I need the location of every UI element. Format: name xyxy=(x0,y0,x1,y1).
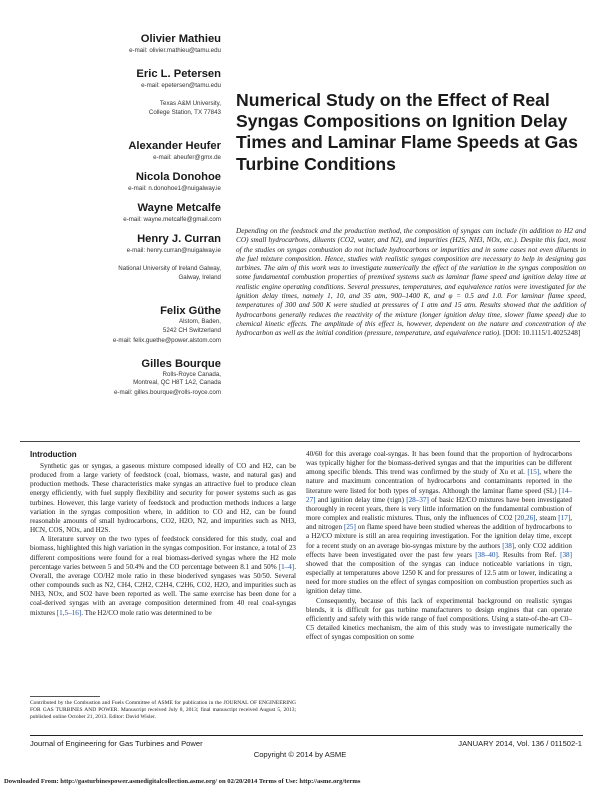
author-email: e-mail: felix.guethe@power.alstom.com xyxy=(112,336,221,344)
paragraph xyxy=(30,462,296,535)
paragraph xyxy=(306,597,572,643)
author-name: Gilles Bourque xyxy=(141,357,221,370)
copyright: Copyright © 2014 by ASME xyxy=(253,750,347,759)
journal-name: Journal of Engineering for Gas Turbines and Power xyxy=(30,739,203,748)
author-email: e-mail: wayne.metcalfe@gmail.com xyxy=(123,216,221,224)
footer-rule xyxy=(30,735,583,736)
paragraph-text: 40/60 for this average coal-syngas. It has been found that the proportion of hydrocarbons was typically higher for the biomass-derived syngas and that the impurities can be different among specific blends. This trend was confirmed by the study of Xu et al. xyxy=(306,450,572,477)
citation-link[interactable]: [28–37] xyxy=(406,495,429,504)
issue-info: JANUARY 2014, Vol. 136 / 011502-1 xyxy=(458,739,582,748)
author-affiliation: 5242 CH Switzerland xyxy=(162,326,221,334)
citation-link[interactable]: [1,5–16] xyxy=(56,608,82,617)
paragraph-text: , where the nature and maximum concentration of hydrocarbons and contaminants reported in the literature were listed for both types of syngas. Although the laminar flame speed (SL) xyxy=(306,468,572,495)
citation-link[interactable]: [17] xyxy=(558,514,571,523)
citation-link[interactable]: [14–27] xyxy=(306,486,572,504)
footnote-rule xyxy=(30,696,100,697)
citation-link[interactable]: [25] xyxy=(343,523,356,532)
author-affiliation: College Station, TX 77843 xyxy=(148,108,221,116)
citation-link[interactable]: [15] xyxy=(527,468,540,477)
paragraph xyxy=(30,535,296,617)
footnote: Contributed by the Combustion and Fuels Committee of ASME for publication in the JOURNAL OF ENGINEERING FOR GAS TURBINES AND POWER. Manuscript received July 8, 2013; final manuscript received August 5, 2013; published online October 21, 2013. Editor: David Wisler. xyxy=(30,700,296,720)
author-list xyxy=(30,33,221,397)
author-block xyxy=(30,140,221,162)
author-name: Olivier Mathieu xyxy=(140,33,221,45)
paragraph-text: , steam xyxy=(535,514,557,523)
citation-link[interactable]: [38] xyxy=(560,550,572,559)
doi-link[interactable]: [DOI: 10.1115/1.4025248] xyxy=(502,329,581,338)
paragraph-text: A literature survey on the two types of feedstock considered for this study, coal and biomass, highlighted this high variation in the syngas composition. For instance, a total of 23 different compositions were found for a real biomass-derived syngas where the H2 mole percentage varies between 5 and 50.4% and the CO percentage between 8.1 and 50% xyxy=(30,535,296,571)
author-email: e-mail: n.donohoe1@nuigalway.ie xyxy=(128,185,221,193)
author-name: Nicola Donohoe xyxy=(135,171,221,184)
author-block xyxy=(30,358,221,397)
citation-link[interactable]: [1–4] xyxy=(278,562,295,571)
author-name: Wayne Metcalfe xyxy=(137,202,221,215)
right-column xyxy=(306,450,572,642)
author-name: Henry J. Curran xyxy=(137,233,221,246)
paragraph-text: . Overall, the average CO/H2 mole ratio in these bioderived syngases was 50/50. Several other compounds such as N2, CH4, C2H2, C2H4, C2H6, CO2, H2O, and impurities such as NH3, NOx, and SO2 have been reported as well. The same exercise has been done for a coal-derived syngas with an average composition determined from 40 real coal-syngas mixtures xyxy=(30,562,296,617)
author-email: e-mail: olivier.mathieu@tamu.edu xyxy=(129,47,221,54)
paragraph xyxy=(306,450,572,597)
author-affiliation: Alstom, Baden, xyxy=(179,318,221,326)
author-block xyxy=(30,305,221,344)
abstract xyxy=(236,227,586,339)
paragraph-text: and ignition delay time (τign) xyxy=(317,495,405,504)
author-block xyxy=(30,33,221,55)
citation-link[interactable]: [20,26] xyxy=(514,514,536,523)
paragraph-text: on flame speed have been studied whereas the addition of hydrocarbons to a H2/CO mixture is still an area requiring investigation. For the ignition delay time, except for a recent study on an average bio-syngas mixture by the authors xyxy=(306,523,572,550)
author-block xyxy=(30,202,221,224)
author-name: Alexander Heufer xyxy=(128,140,221,153)
author-affiliation: National University of Ireland Galway, xyxy=(118,265,221,273)
paragraph-text: , and nitrogen xyxy=(306,514,572,532)
paragraph-text: showed that the composition of the syngas can induce noticeable variations in τign, especially at temperatures above 1250 K and for pressures of 12.5 atm or lower, indicating a need for more studies on the effect of syngas composition on combustion properties such as ignition delay time. xyxy=(306,559,572,596)
author-affiliation: Rolls-Royce Canada, xyxy=(162,370,221,378)
author-email: e-mail: henry.curran@nuigalway.ie xyxy=(126,247,221,255)
author-email: e-mail: aheufer@gmx.de xyxy=(153,154,221,162)
paragraph-text: , only CO2 addition effects have been investigated over the past few years xyxy=(306,541,572,559)
left-column xyxy=(30,450,296,618)
citation-link[interactable]: [38–40] xyxy=(475,550,498,559)
author-affiliation: Montreal, QC H8T 1A2, Canada xyxy=(133,379,221,387)
section-divider xyxy=(20,441,580,442)
abstract-text: Depending on the feedstock and the production method, the composition of syngas can include (in addition to H2 and CO) small hydrocarbons, diluents (CO2, water, and N2), and impurities (H2S, NH3, NOx, etc.). Despite this fact, most of the studies on syngas combustion do not include hydrocarbons or impurities and in some cases not even diluents in the fuel mixture composition. Hence, studies with realistic syngas composition are necessary to help in designing gas turbines. The aim of this work was to investigate numerically the effect of the variation in the syngas composition on some fundamental combustion properties of premixed systems such as laminar flame speed and ignition delay time at realistic engine operating conditions. Several pressures, temperatures, and equivalence ratios were investigated for the ignition delay times, namely 1, 10, and 35 atm, 900–1400 K, and φ = 0.5 and 1.0. For laminar flame speed, temperatures of 300 and 500 K were studied at pressures of 1 atm and 15 atm. Results showed that the addition of hydrocarbons generally reduces the reactivity of the mixture (longer ignition delay time, slower flame speed) due to chemical kinetic effects. The amplitude of this effect is, however, dependent on the nature and concentration of the hydrocarbon as well as the initial condition (pressure, temperature, and equivalence ratio). xyxy=(236,227,586,338)
author-name: Eric L. Petersen xyxy=(136,68,221,80)
author-email: e-mail: epetersen@tamu.edu xyxy=(141,82,221,89)
paragraph-text: of basic H2/CO mixtures have been investigated thoroughly in recent years, there is very little information on the fundamental combustion of more complex and realistic mixtures. Thus, only the influences of CO2 xyxy=(306,495,572,523)
author-name: Felix Güthe xyxy=(160,305,221,318)
paragraph-text: Consequently, because of this lack of experimental background on realistic syngas blends, it is difficult for gas turbine manufacturers to design engines that can operate efficiently and safely with this wide range of fuel compositions. Using a state-of-the-art C0–C5 detailed kinetics mechanism, the aim of this study was to investigate numerically the effect of syngas composition on some xyxy=(306,596,572,642)
author-block xyxy=(30,171,221,193)
author-email: e-mail: gilles.bourque@rolls-royce.com xyxy=(113,388,221,396)
section-heading: Introduction xyxy=(30,450,77,459)
citation-link[interactable]: [38] xyxy=(502,541,515,550)
paragraph-text: Synthetic gas or syngas, a gaseous mixture composed ideally of CO and H2, can be produced from a large variety of feedstock (coal, biomass, waste, and natural gas) and production methods. These characteristics make syngas an attractive fuel to produce clean energy efficiently, with fuel supply flexibility and security for power systems such as gas turbines. However, this large variety of feedstock and production methods induces a large variation in the syngas composition where, in addition to CO and H2, can be found reasonable amounts of small hydrocarbons, CO2, H2O, N2, and impurities such as NH3, HCN, COS, NOx, and H2S. xyxy=(30,462,296,535)
paper-title: Numerical Study on the Effect of Real Syngas Compositions on Ignition Delay Times and Laminar Flame Speeds at Gas Turbine Conditions xyxy=(236,90,578,174)
paragraph-text: . The H2/CO mole ratio was determined to be xyxy=(81,608,212,617)
author-block xyxy=(30,68,221,117)
download-notice: Downloaded From: http://gasturbinespower.asmedigitalcollection.asme.org/ on 02/20/2014 Terms of Use: http://asme.org/terms xyxy=(4,778,361,785)
paragraph-text: . Results from Ref. xyxy=(497,550,557,559)
author-affiliation: Galway, Ireland xyxy=(178,273,221,281)
author-block xyxy=(30,233,221,282)
author-affiliation: Texas A&M University, xyxy=(159,100,221,107)
